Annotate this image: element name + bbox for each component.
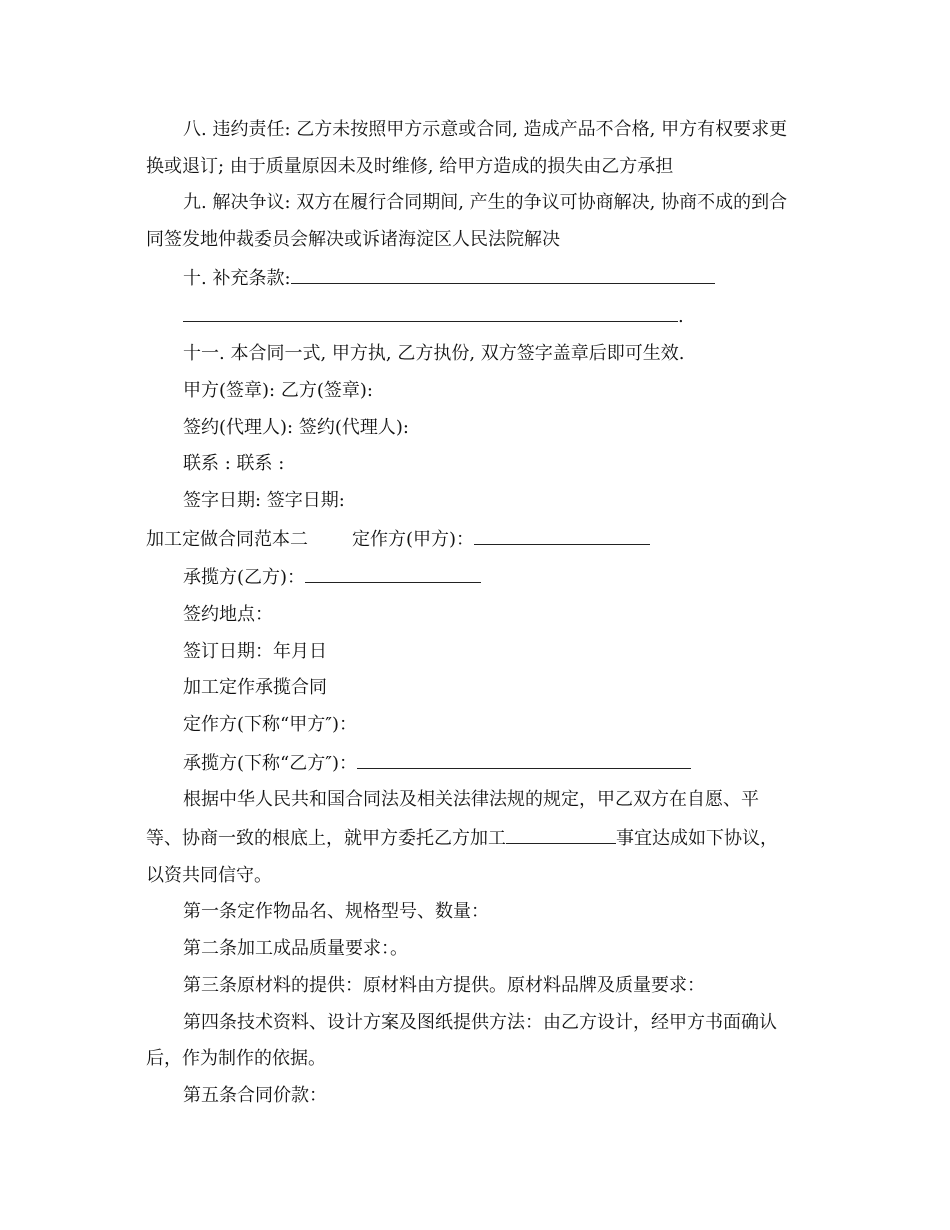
processing-item-blank (506, 825, 616, 844)
clause-11: 十一. 本合同一式, 甲方执, 乙方执份, 双方签字盖章后即可生效. (183, 343, 685, 365)
article-1: 第一条定作物品名、规格型号、数量： (183, 901, 489, 923)
signature-agents: 签约(代理人): 签约(代理人): (183, 416, 409, 438)
signing-date: 签订日期：年月日 (183, 640, 327, 662)
ordering-party-alias: 定作方(下称“甲方″)： (183, 714, 357, 735)
contractor-line (146, 564, 806, 590)
contractor-label: 承揽方(乙方)： (183, 567, 306, 589)
article-5: 第五条合同价款： (183, 1084, 327, 1106)
contractor-alias-blank (357, 750, 691, 769)
template-2-header (146, 526, 806, 552)
clause-10-continuation (146, 303, 806, 329)
signature-contact: 联系 : 联系 : (183, 453, 285, 475)
ordering-party-label: 定作方(甲方)： (352, 528, 475, 550)
article-4-line-2: 后，作为制作的依据。 (146, 1048, 326, 1070)
article-4-line-1: 第四条技术资料、设计方案及图纸提供方法：由乙方设计，经甲方书面确认 (183, 1011, 777, 1033)
clause-8-line-2: 换或退订; 由于质量原因未及时维修, 给甲方造成的损失由乙方承担 (146, 155, 674, 177)
contractor-blank (305, 564, 481, 583)
supplementary-blank-2 (183, 303, 678, 322)
clause-10-label: 十. 补充条款: (183, 267, 291, 289)
clause-8 (146, 118, 806, 179)
clause-8-line-1: 八. 违约责任: 乙方未按照甲方示意或合同, 造成产品不合格, 甲方有权要求更 (183, 119, 788, 140)
preamble-line-2a: 等、协商一致的根底上，就甲方委托乙方加工 (146, 828, 506, 850)
signature-parties: 甲方(签章): 乙方(签章): (183, 379, 373, 401)
signature-dates: 签字日期: 签字日期: (183, 489, 345, 511)
article-2: 第二条加工成品质量要求：。 (183, 938, 408, 960)
contract-page (146, 118, 806, 1121)
preamble-line-2b: 事宜达成如下协议， (616, 828, 778, 850)
clause-10 (146, 265, 806, 291)
article-4 (146, 1011, 806, 1072)
clause-10-end: . (678, 306, 684, 328)
clause-9-line-2: 同签发地仲裁委员会解决或诉诸海淀区人民法院解决 (146, 229, 560, 251)
contractor-alias-label: 承揽方(下称“乙方″)： (183, 752, 357, 774)
article-3: 第三条原材料的提供：原材料由方提供。原材料品牌及质量要求： (183, 974, 705, 996)
template-2-title: 加工定做合同范本二 (146, 528, 308, 550)
preamble-line-2 (146, 825, 806, 851)
preamble (146, 788, 806, 887)
preamble-line-1: 根据中华人民共和国合同法及相关法律法规的规定，甲乙双方在自愿、平 (183, 789, 759, 811)
supplementary-blank-1 (291, 265, 715, 284)
preamble-line-3: 以资共同信守。 (146, 864, 272, 886)
clause-9-line-1: 九. 解决争议: 双方在履行合同期间, 产生的争议可协商解决, 协商不成的到合 (183, 192, 788, 214)
contract-name: 加工定作承揽合同 (183, 677, 327, 699)
contractor-alias-line (146, 750, 806, 776)
clause-9 (146, 191, 806, 252)
ordering-party-blank (474, 526, 650, 545)
signing-place: 签约地点： (183, 603, 273, 625)
